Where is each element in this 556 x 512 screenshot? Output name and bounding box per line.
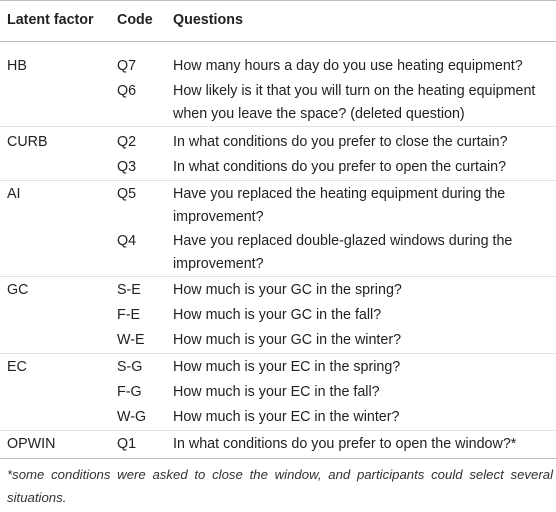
latent-factor-cell: CURB [7, 134, 48, 150]
code-cell: Q1 [117, 436, 137, 452]
table-footnote: *some conditions were asked to close the window, and participants could select several situations. [7, 467, 553, 505]
table-bottom-rule [0, 458, 556, 459]
code-cell: Q4 [117, 233, 137, 249]
group-separator [0, 180, 556, 181]
code-cell: Q3 [117, 159, 137, 175]
latent-factor-cell: OPWIN [7, 436, 56, 452]
code-cell: F-E [117, 307, 141, 323]
latent-factor-cell: GC [7, 282, 29, 298]
question-cell: How likely is it that you will turn on the heating equipment when you leave the space? (deleted question) [173, 83, 536, 122]
question-cell: How much is your GC in the fall? [173, 307, 382, 323]
table-top-rule [0, 0, 556, 1]
question-cell: How much is your EC in the spring? [173, 359, 401, 375]
table-header-rule [0, 41, 556, 42]
latent-factor-cell: AI [7, 186, 21, 202]
group-separator [0, 276, 556, 277]
code-cell: W-E [117, 332, 145, 348]
question-cell: How much is your EC in the winter? [173, 409, 400, 425]
group-separator [0, 430, 556, 431]
code-cell: W-G [117, 409, 147, 425]
code-cell: S-G [117, 359, 143, 375]
code-cell: Q6 [117, 83, 137, 99]
code-cell: S-E [117, 282, 141, 298]
question-cell: In what conditions do you prefer to open the window?* [173, 436, 517, 452]
question-cell: How much is your EC in the fall? [173, 384, 380, 400]
question-cell: In what conditions do you prefer to open the curtain? [173, 159, 507, 175]
code-cell: F-G [117, 384, 142, 400]
question-cell: In what conditions do you prefer to close the curtain? [173, 134, 508, 150]
code-cell: Q2 [117, 134, 137, 150]
header-code: Code [117, 12, 153, 28]
group-separator [0, 353, 556, 354]
latent-factor-cell: EC [7, 359, 27, 375]
question-cell: Have you replaced the heating equipment during the improvement? [173, 186, 506, 225]
question-cell: How much is your GC in the spring? [173, 282, 402, 298]
question-cell: How many hours a day do you use heating equipment? [173, 58, 523, 74]
latent-factor-cell: HB [7, 58, 27, 74]
header-latent-factor: Latent factor [7, 12, 94, 28]
code-cell: Q7 [117, 58, 137, 74]
question-cell: Have you replaced double-glazed windows during the improvement? [173, 233, 513, 272]
question-cell: How much is your GC in the winter? [173, 332, 402, 348]
header-questions: Questions [173, 12, 243, 28]
group-separator [0, 126, 556, 127]
code-cell: Q5 [117, 186, 137, 202]
